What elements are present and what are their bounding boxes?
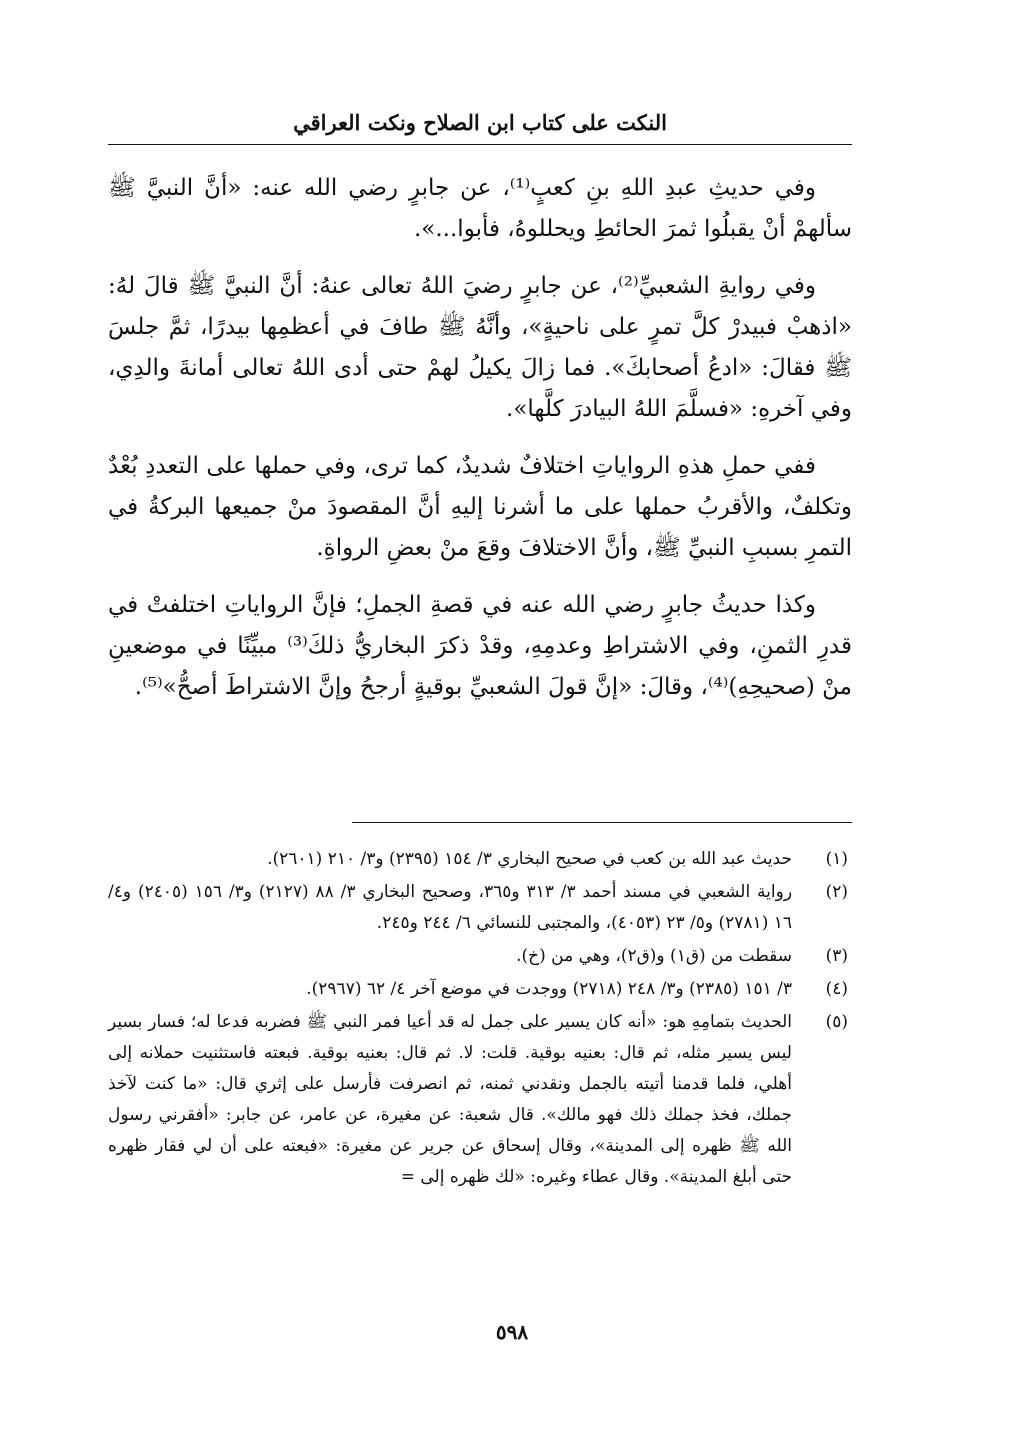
header-rule [108,144,852,145]
footnote-number: (١) [825,849,848,869]
paragraph: وفي حديثِ عبدِ اللهِ بنِ كعبٍ⁽¹⁾، عن جابرٍ رضي الله عنه: «أنَّ النبيَّ ﷺ سألهمْ أنْ يقبلُوا ثمرَ الحائطِ ويحللوهُ، فأبوا...». [108,175,852,242]
paragraph: وفي روايةِ الشعبيِّ⁽²⁾، عن جابرٍ رضيَ اللهُ تعالى عنهُ: أنَّ النبيَّ ﷺ قالَ لهُ: «اذهبْ فبيدرْ كلَّ تمرٍ على ناحيةٍ»، وأنَّهُ ﷺ طافَ في أعظمِها بيدرًا، ثمَّ جلسَ ﷺ فقالَ: «ادعُ أصحابكَ». فما زالَ يكيلُ لهمْ حتى أدى اللهُ تعالى أمانةَ والدِي، وفي آخرهِ: «فسلَّمَ اللهُ البيادرَ كلَّها». [108,273,852,422]
page-number: ٥٩٨ [495,1320,529,1344]
footnote-number: (٤) [825,979,848,999]
footnote-text: الحديث بتمامِهِ هو: «أنه كان يسير على جمل له قد أعيا فمر النبي ﷺ فضربه فدعا له؛ فسار بسير ليس يسير مثله، ثم قال: بعنيه بوقية. قلت: لا. ثم قال: بعنيه بوقية. فبعته فاستثنيت حملانه إلى أهلي، فلما قدمنا أتيته بالجمل ونقدني ثمنه، ثم انصرفت فأرسل على إثري قال: «ما كنت لآخذ جملك، فخذ جملك ذلك فهو مالك». قال شعبة: عن مغيرة، عن عامر، عن جابر: «أفقرني رسول الله ﷺ ظهره إلى المدينة»، وقال إسحاق عن جرير عن مغيرة: «فبعته على أن لي فقار ظهره حتى أبلغ المدينة». وقال عطاء وغيره: «لك ظهره إلى = [108,1012,792,1187]
footnote [108,844,852,875]
footnote-number: (٥) [825,1012,848,1032]
main-text [108,168,852,724]
paragraph: وكذا حديثُ جابرٍ رضي الله عنه في قصةِ الجملِ؛ فإنَّ الرواياتِ اختلفتْ في قدرِ الثمنِ، وفي الاشتراطِ وعدمِهِ، وقدْ ذكرَ البخاريُّ ذلكَ⁽³⁾ مبيِّنًا في موضعينِ منْ (صحيحِهِ)⁽⁴⁾، وقالَ: «إنَّ قولَ الشعبيِّ بوقيةٍ أرجحُ وإنَّ الاشتراطَ أصحُّ»⁽⁵⁾. [108,592,852,700]
footnote-text: رواية الشعبي في مسند أحمد ٣/ ٣١٣ و٣٦٥، وصحيح البخاري ٣/ ٨٨ (٢١٢٧) و٣/ ١٥٦ (٢٤٠٥) و٤/ ١٦ (٢٧٨١) و٥/ ٢٣ (٤٠٥٣)، والمجتبى للنسائي ٦/ ٢٤٤ و٢٤٥. [108,882,793,933]
footnote [108,974,852,1005]
footnote-text: حديث عبد الله بن كعب في صحيح البخاري ٣/ ١٥٤ (٢٣٩٥) و٣/ ٢١٠ (٢٦٠١). [267,849,792,869]
footnote-number: (٢) [825,882,848,902]
footnote-separator [352,822,852,823]
footnotes [108,844,852,1195]
footnote [108,1007,852,1193]
paragraph: ففي حملِ هذهِ الرواياتِ اختلافٌ شديدٌ، كما ترى، وفي حملها على التعددِ بُعْدٌ وتكلفٌ، والأقربُ حملها على ما أشرنا إليهِ أنَّ المقصودَ منْ جميعها البركةُ في التمرِ بسببِ النبيِّ ﷺ، وأنَّ الاختلافَ وقعَ منْ بعضِ الرواةِ. [108,453,852,561]
footnote [108,941,852,972]
footnote-number: (٣) [825,946,848,966]
footnote-text: ٣/ ١٥١ (٢٣٨٥) و٣/ ٢٤٨ (٢٧١٨) ووجدت في موضع آخر ٤/ ٦٢ (٢٩٦٧). [306,979,792,999]
footnote-text: سقطت من (ق١) و(ق٢)، وهي من (خ). [516,946,792,966]
running-header: النكت على كتاب ابن الصلاح ونكت العراقي [293,110,667,135]
footnote [108,877,852,939]
